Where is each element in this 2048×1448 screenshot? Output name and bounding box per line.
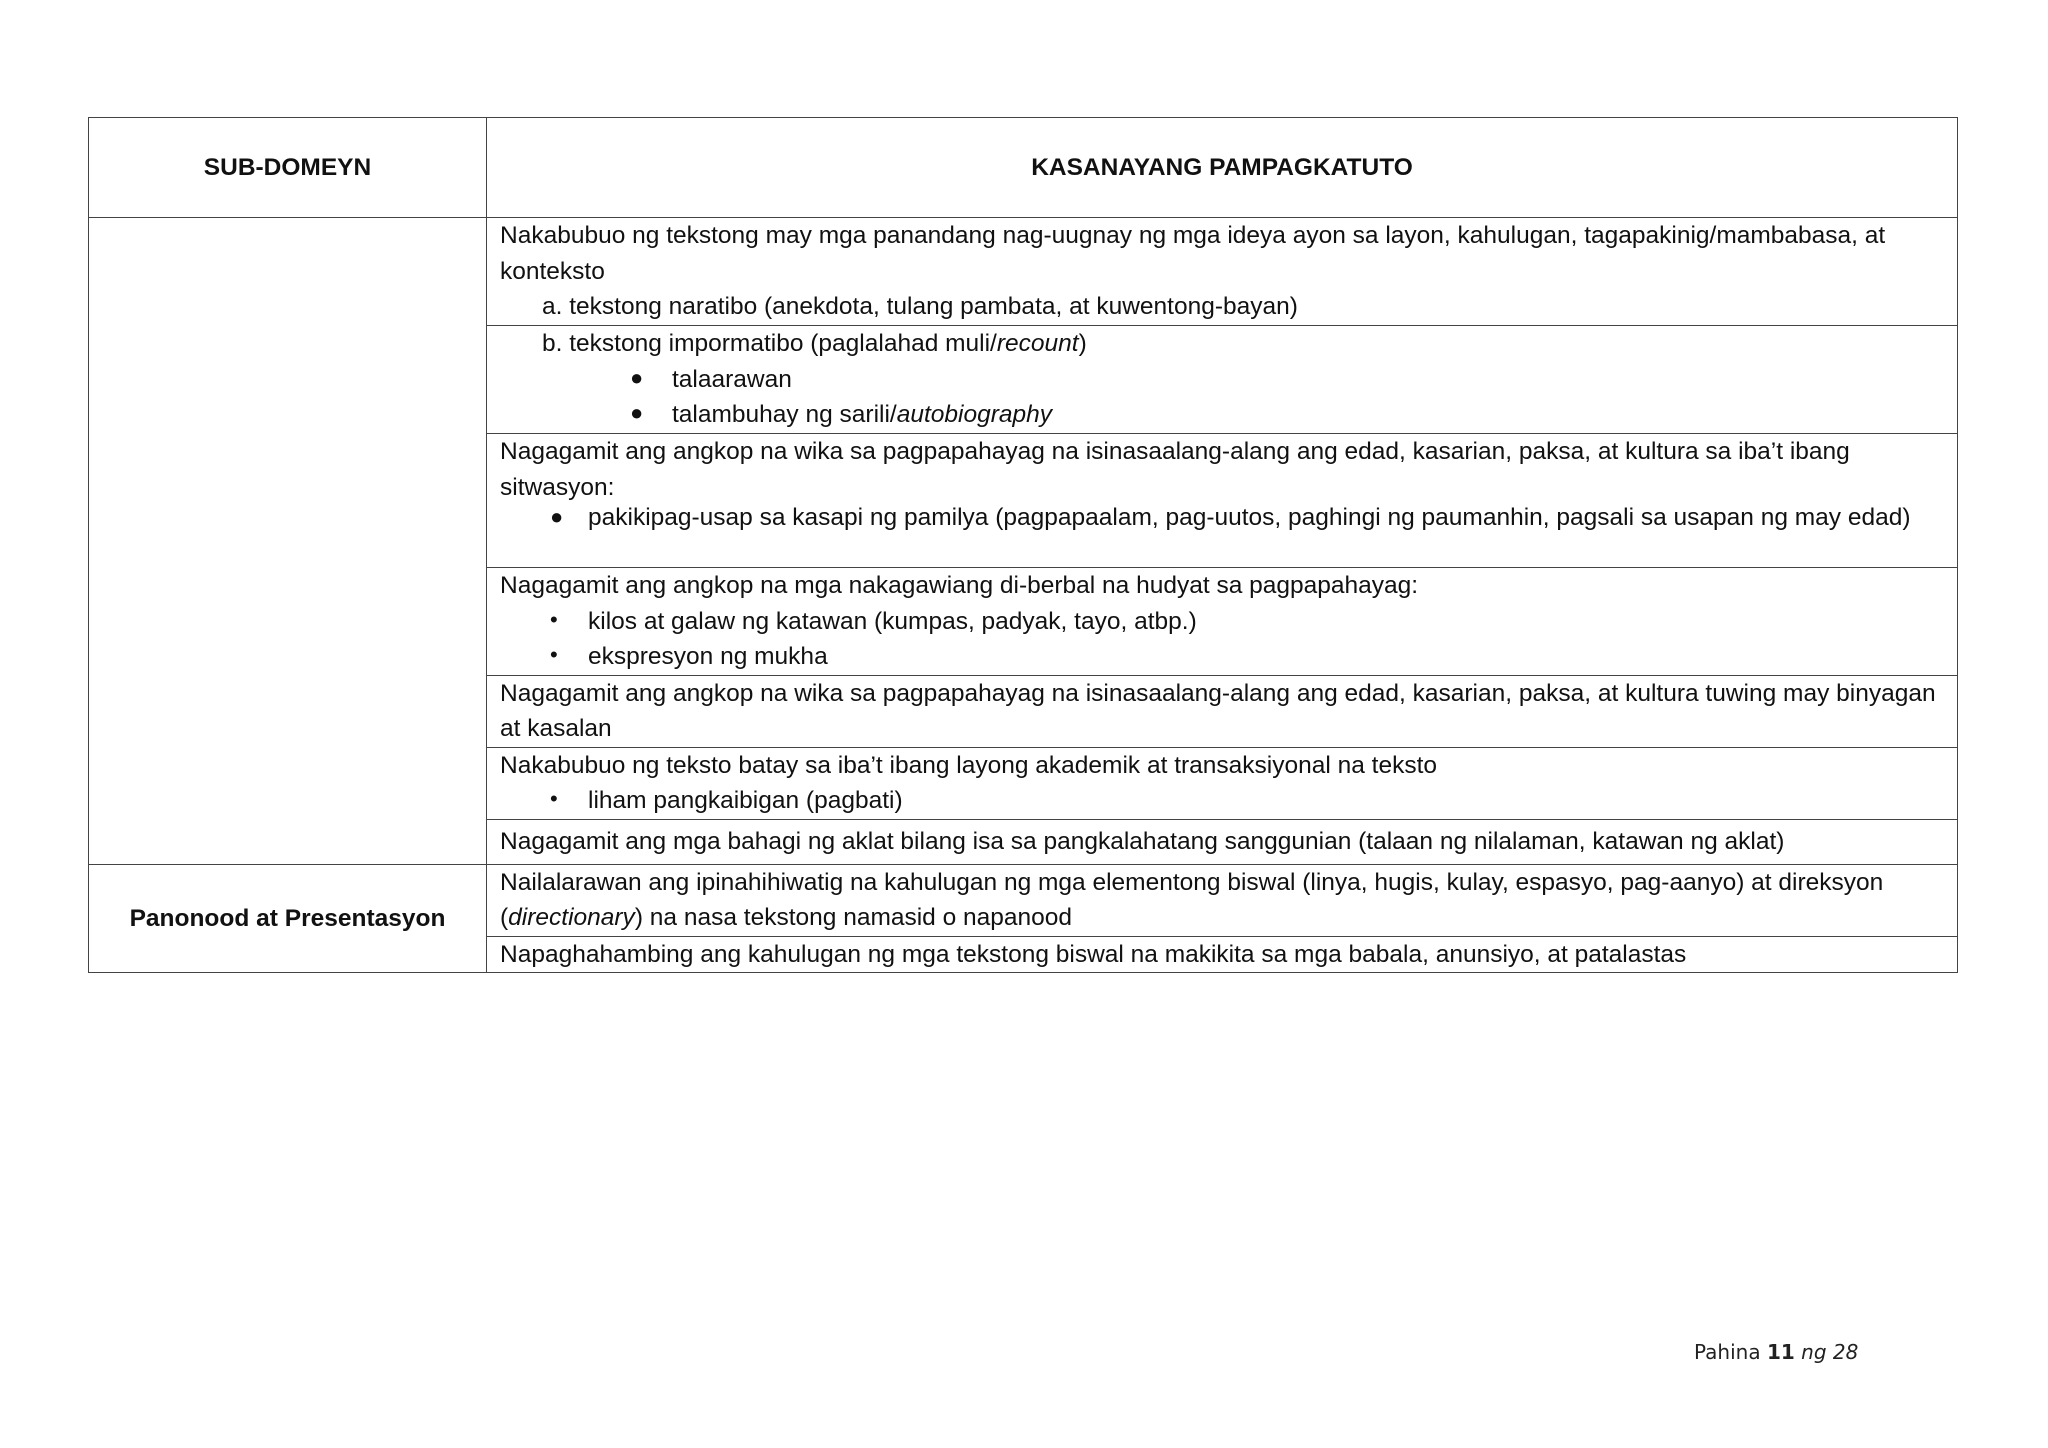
bullet-list xyxy=(500,505,1947,531)
bullet-list xyxy=(500,604,1947,675)
competency-cell xyxy=(487,819,1958,864)
page-total: 28 xyxy=(1832,1340,1859,1364)
competency-cell xyxy=(487,864,1958,936)
sub-domain-header: SUB-DOMEYN xyxy=(89,118,487,218)
competency-subitem: b. tekstong impormatibo (paglalahad muli/recount) xyxy=(542,330,1087,357)
header-row xyxy=(89,118,1958,218)
competency-header: KASANAYANG PAMPAGKATUTO xyxy=(487,118,1958,218)
bullet-icon: ● xyxy=(630,364,644,390)
list-item: • kilos at galaw ng katawan (kumpas, padyak, tayo, atbp.) xyxy=(500,604,1947,640)
competency-text: Nagagamit ang angkop na wika sa pagpapahayag na isinasaalang-alang ang edad, kasarian, paksa, at kultura sa iba’t ibang sitwasyon: xyxy=(500,438,1850,501)
competency-text: Nagagamit ang mga bahagi ng aklat bilang isa sa pangkalahatang sanggunian (talaan ng nilalaman, katawan ng aklat) xyxy=(500,827,1785,855)
competency-text: Nagagamit ang angkop na wika sa pagpapahayag na isinasaalang-alang ang edad, kasarian, paksa, at kultura tuwing may binyagan at kasalan xyxy=(500,679,1936,743)
bullet-icon: • xyxy=(550,786,558,812)
competency-cell xyxy=(487,747,1958,819)
list-item: • liham pangkaibigan (pagbati) xyxy=(500,783,1947,819)
competency-cell xyxy=(487,218,1958,326)
page-label: Pahina xyxy=(1694,1340,1761,1364)
page-number: 11 xyxy=(1766,1340,1795,1364)
curriculum-table xyxy=(88,117,1958,973)
competency-text: Nakabubuo ng tekstong may mga panandang nag-uugnay ng mga ideya ayon sa layon, kahulugan, tagapakinig/mambabasa, at konteksto xyxy=(500,222,1886,285)
competency-text: Napaghahambing ang kahulugan ng mga tekstong biswal na makikita sa mga babala, anunsiyo, at patalastas xyxy=(500,940,1687,968)
page-of-label: ng xyxy=(1801,1340,1827,1364)
list-item: ● talambuhay ng sarili/autobiography xyxy=(500,397,1947,433)
competency-text: Nagagamit ang angkop na mga nakagawiang di-berbal na hudyat sa pagpapahayag: xyxy=(500,572,1419,599)
list-item: • ekspresyon ng mukha xyxy=(500,639,1947,675)
competency-text: Nailalarawan ang ipinahihiwatig na kahulugan ng mga elementong biswal (linya, hugis, kulay, espasyo, pag-aanyo) at direksyon (directionary) na nasa tekstong namasid o napanood xyxy=(500,868,1884,932)
bullet-icon: ● xyxy=(550,504,564,530)
competency-cell xyxy=(487,434,1958,568)
bullet-list xyxy=(500,783,1947,819)
bullet-icon: • xyxy=(550,606,558,632)
competency-text: Nakabubuo ng teksto batay sa iba’t ibang layong akademik at transaksiyonal na teksto xyxy=(500,751,1438,779)
bullet-icon: • xyxy=(550,642,558,668)
table-row xyxy=(89,864,1958,936)
table-row xyxy=(89,218,1958,326)
competency-cell xyxy=(487,936,1958,973)
sub-domain-cell-empty xyxy=(89,218,487,865)
competency-subitem: a. tekstong naratibo (anekdota, tulang pambata, at kuwentong-bayan) xyxy=(542,293,1298,321)
page-footer xyxy=(1694,1340,1858,1364)
competency-cell xyxy=(487,326,1958,434)
sub-domain-cell: Panonood at Presentasyon xyxy=(89,864,487,973)
competency-cell xyxy=(487,568,1958,676)
competency-cell xyxy=(487,675,1958,747)
bullet-list xyxy=(500,362,1947,433)
list-item: ● pakikipag-usap sa kasapi ng pamilya (pagpapaalam, pag-uutos, paghingi ng paumanhin, pagsali sa usapan ng may edad) xyxy=(550,504,1911,532)
bullet-icon: ● xyxy=(630,400,644,426)
list-item: ● talaarawan xyxy=(500,362,1947,398)
